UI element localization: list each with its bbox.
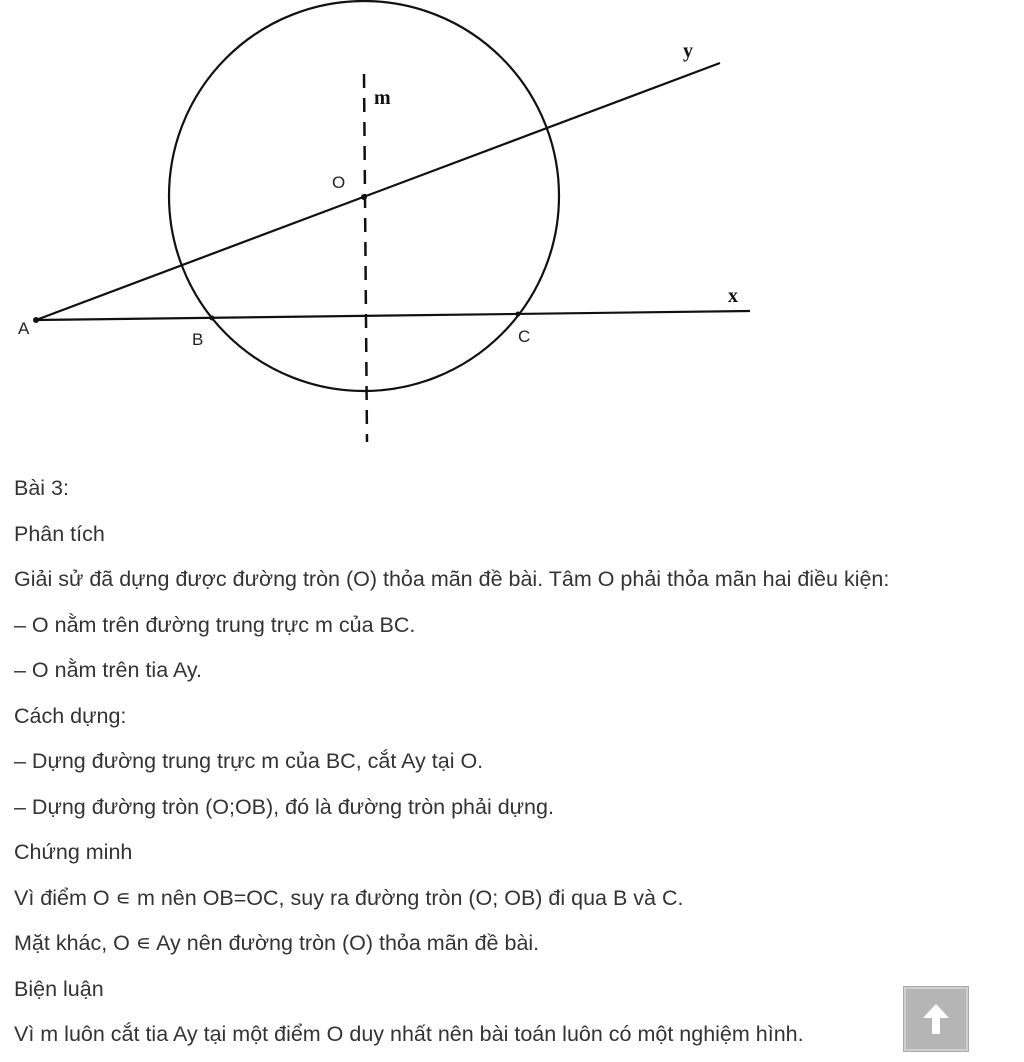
geometry-figure <box>0 0 1024 460</box>
list-item: – O nằm trên tia Ay. <box>14 658 203 682</box>
heading-chung-minh: Chứng minh <box>14 840 133 864</box>
ray-ax <box>36 311 750 320</box>
paragraph-line: Mặt khác, O ∊ Ay nên đường tròn (O) thỏa mãn đề bài. <box>14 931 540 955</box>
label-b: B <box>192 330 204 349</box>
list-item: – O nằm trên đường trung trực m của BC. <box>14 612 416 637</box>
list-item: – Dựng đường trung trực m của BC, cắt Ay tại O. <box>14 749 484 773</box>
list-item: – Dựng đường tròn (O;OB), đó là đường tròn phải dựng. <box>14 794 554 819</box>
label-m: m <box>374 87 391 109</box>
heading-phan-tich: Phân tích <box>14 521 105 546</box>
solution-text <box>14 470 1004 1062</box>
point-o <box>361 194 367 200</box>
label-y: y <box>683 40 693 62</box>
heading-bien-luan: Biện luận <box>14 976 104 1001</box>
arrow-up-icon <box>921 1002 951 1036</box>
label-c: C <box>518 327 531 346</box>
heading-bai-3: Bài 3: <box>14 476 69 500</box>
label-a: A <box>18 319 30 338</box>
point-b <box>210 316 215 321</box>
point-a <box>33 317 39 323</box>
paragraph-line: Vì điểm O ∊ m nên OB=OC, suy ra đường tròn (O; OB) đi qua B và C. <box>14 885 684 910</box>
point-c <box>516 312 521 317</box>
paragraph-line: Giải sử đã dựng được đường tròn (O) thỏa mãn đề bài. Tâm O phải thỏa mãn hai điều kiện: <box>14 567 890 591</box>
label-x: x <box>728 285 738 307</box>
perpendicular-bisector-m <box>364 74 367 442</box>
heading-cach-dung: Cách dựng: <box>14 703 127 728</box>
scroll-to-top-button[interactable] <box>904 987 968 1051</box>
label-o: O <box>332 173 346 192</box>
paragraph-line: Vì m luôn cắt tia Ay tại một điểm O duy nhất nên bài toán luôn có một nghiệm hình. <box>14 1022 804 1046</box>
